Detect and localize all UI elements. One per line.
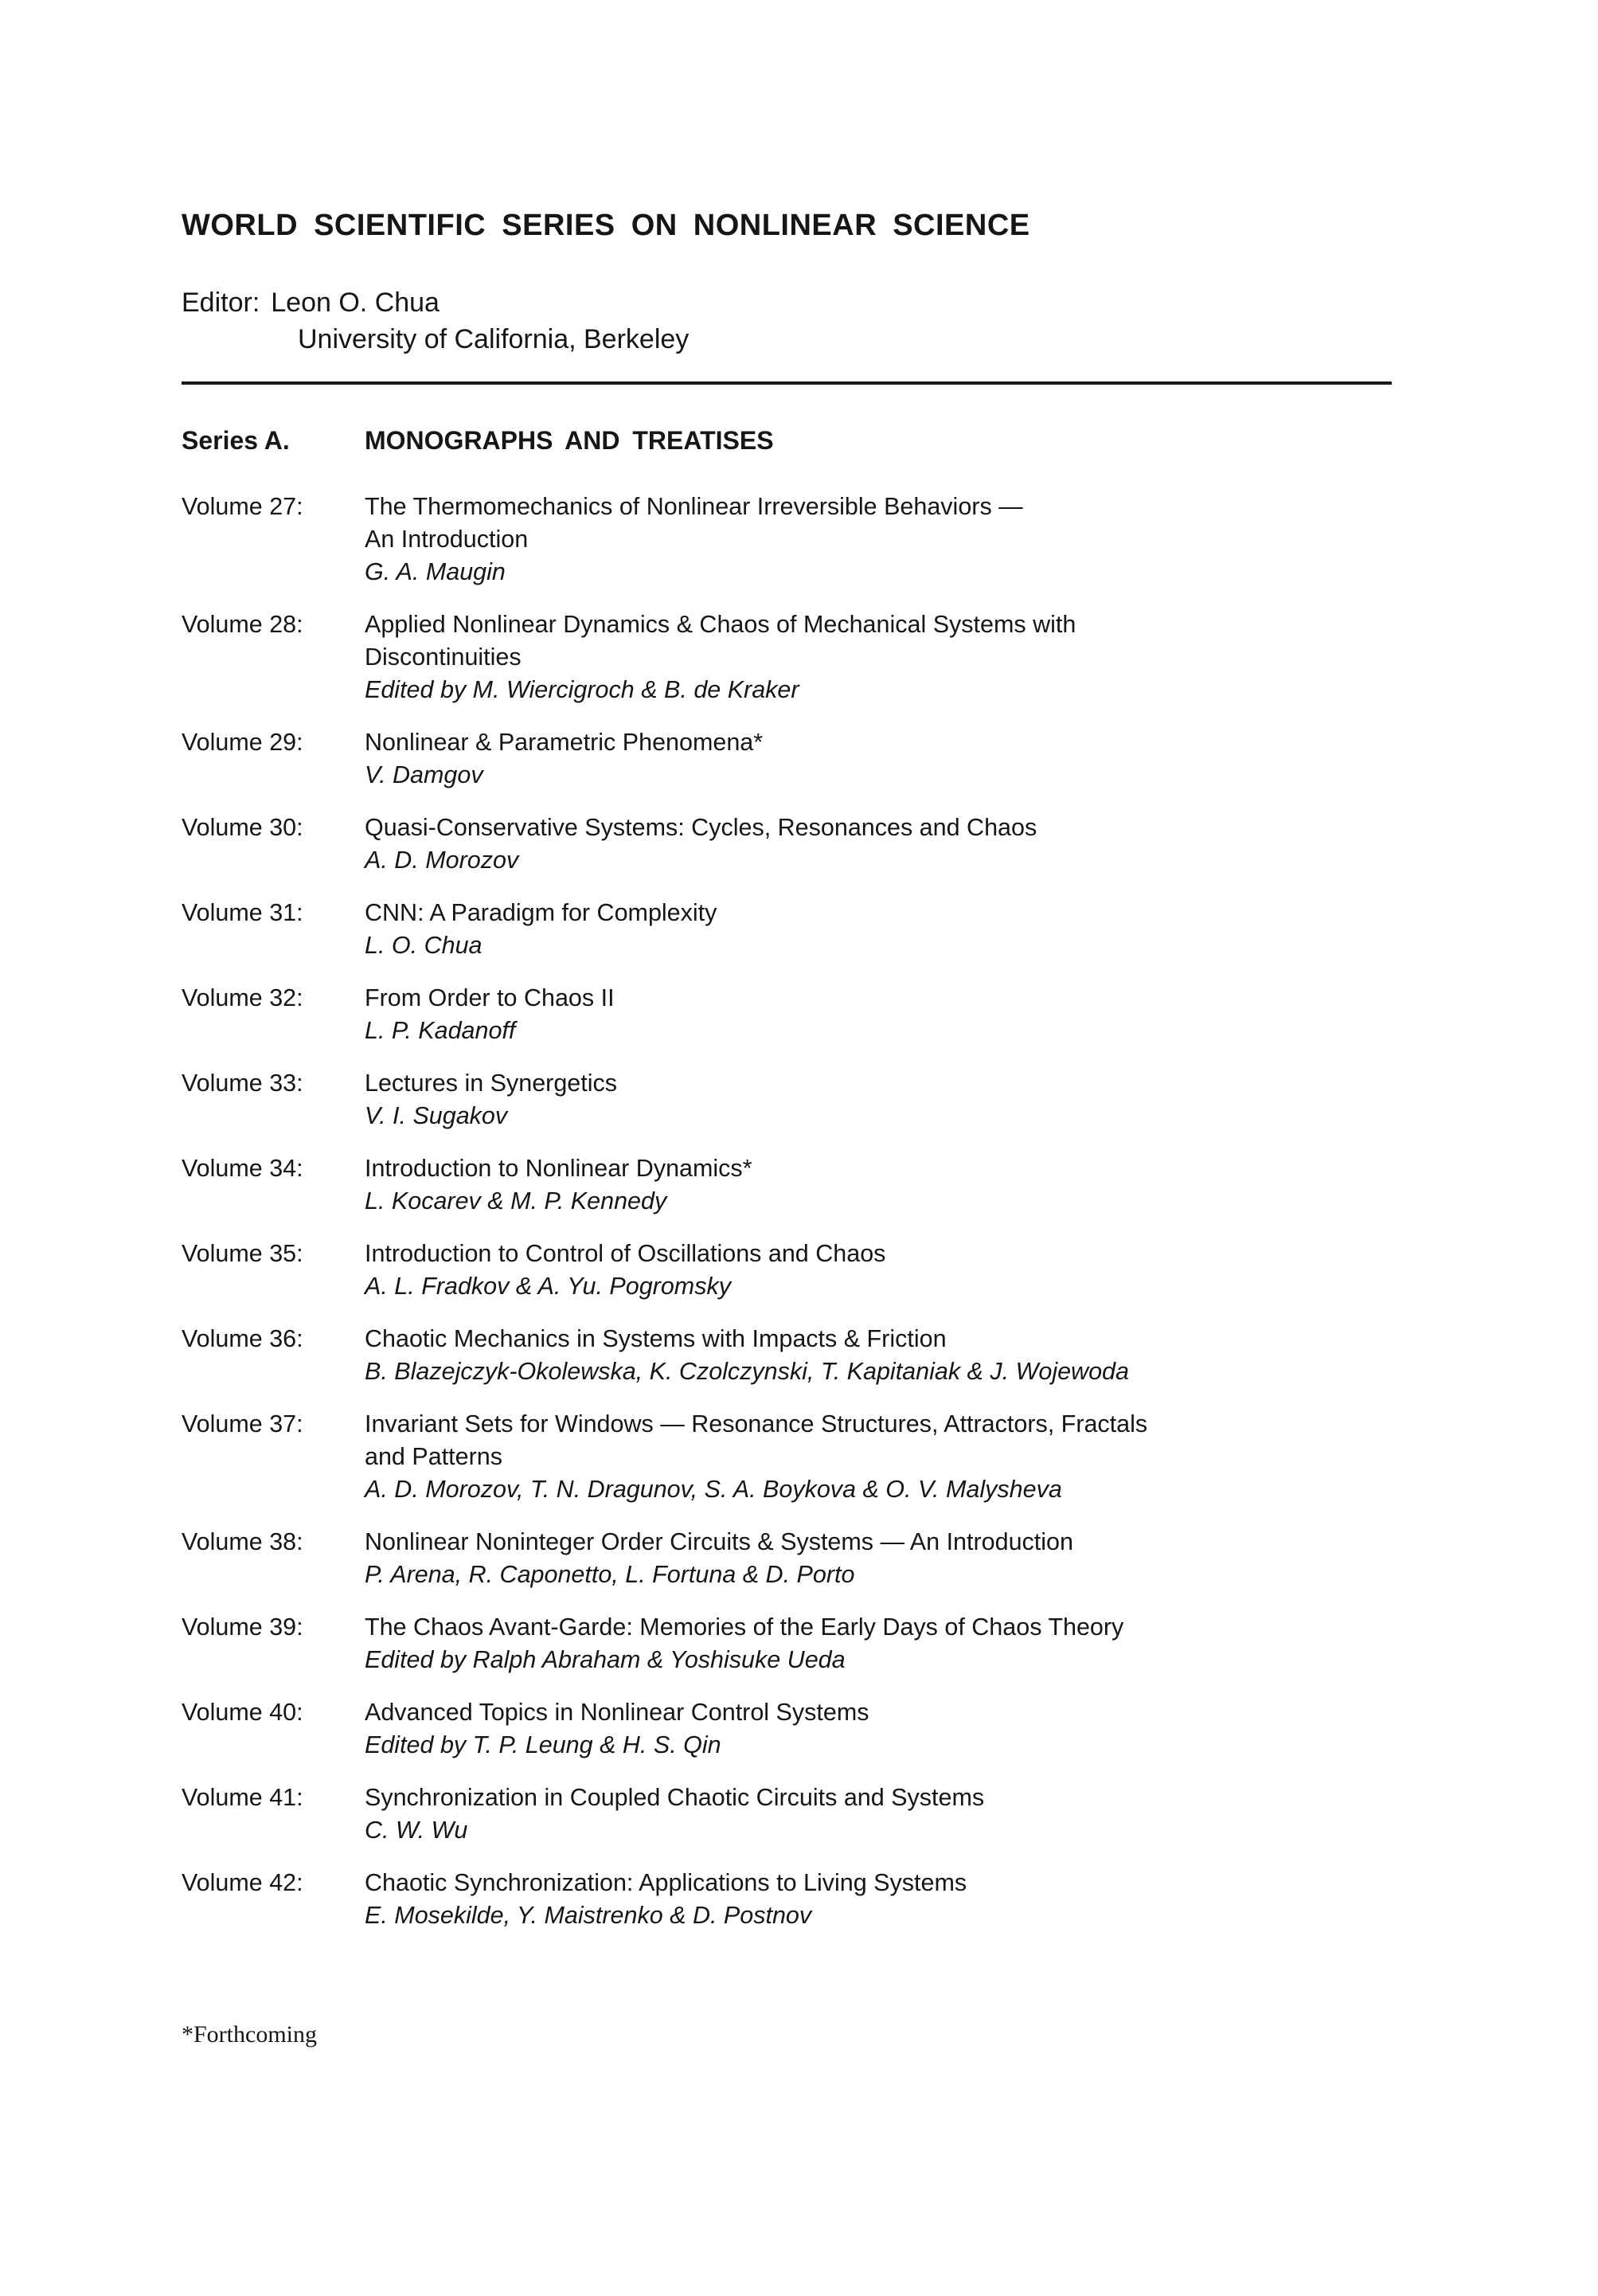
volume-entry (365, 1611, 1424, 1676)
volume-entry (365, 1067, 1424, 1132)
volume-entry (365, 1152, 1424, 1218)
volume-authors: Edited by M. Wiercigroch & B. de Kraker (365, 676, 799, 703)
volume-label: Volume 29: (182, 729, 303, 756)
volume-entry (365, 608, 1424, 706)
volume-row (182, 1152, 1424, 1218)
volume-title (365, 1323, 1424, 1355)
volume-entry (365, 1408, 1424, 1506)
editor-block (182, 284, 1424, 358)
editor-affiliation: University of California, Berkeley (298, 324, 690, 354)
volume-row (182, 812, 1424, 877)
editor-name: Leon O. Chua (271, 287, 440, 318)
volume-entry (365, 1323, 1424, 1388)
volume-title-line: Chaotic Mechanics in Systems with Impacts & Friction (365, 1325, 947, 1352)
volume-title-line: From Order to Chaos II (365, 984, 615, 1011)
volume-row (182, 1408, 1424, 1506)
volume-authors: G. A. Maugin (365, 558, 506, 585)
volume-title (365, 491, 1424, 556)
volume-authors: L. O. Chua (365, 932, 483, 959)
volume-row (182, 1782, 1424, 1847)
volume-title (365, 1782, 1424, 1814)
volume-label: Volume 38: (182, 1528, 303, 1555)
forthcoming-footnote: *Forthcoming (182, 2021, 317, 2048)
volume-title-line: The Thermomechanics of Nonlinear Irreversible Behaviors — (365, 493, 1023, 520)
volume-row (182, 1611, 1424, 1676)
volume-title-line: Quasi-Conservative Systems: Cycles, Resonances and Chaos (365, 814, 1037, 841)
volume-title (365, 1067, 1424, 1100)
volume-label: Volume 41: (182, 1784, 303, 1811)
volume-entry (365, 897, 1424, 962)
editor-line (182, 284, 1424, 321)
volume-title (365, 1238, 1424, 1270)
volume-label: Volume 31: (182, 899, 303, 926)
volume-authors: Edited by T. P. Leung & H. S. Qin (365, 1731, 721, 1758)
series-title: WORLD SCIENTIFIC SERIES ON NONLINEAR SCIENCE (182, 209, 1030, 242)
volume-title (365, 982, 1424, 1015)
volume-authors: B. Blazejczyk-Okolewska, K. Czolczynski, T. Kapitaniak & J. Wojewoda (365, 1358, 1129, 1385)
volume-title (365, 608, 1424, 674)
volume-label: Volume 30: (182, 814, 303, 841)
volume-row (182, 1696, 1424, 1762)
volume-entry (365, 1867, 1424, 1932)
volume-row (182, 1238, 1424, 1303)
volume-authors: L. Kocarev & M. P. Kennedy (365, 1187, 667, 1214)
volume-title-line: Invariant Sets for Windows — Resonance Structures, Attractors, Fractals (365, 1410, 1148, 1437)
volume-list (182, 491, 1424, 1932)
volume-entry (365, 1696, 1424, 1762)
volume-label: Volume 28: (182, 611, 303, 638)
volume-title-line: Introduction to Control of Oscillations and Chaos (365, 1240, 886, 1267)
volume-title-line: Discontinuities (365, 643, 522, 671)
volume-title (365, 1696, 1424, 1729)
volume-title (365, 1408, 1424, 1473)
volume-authors: A. D. Morozov, T. N. Dragunov, S. A. Boykova & O. V. Malysheva (365, 1476, 1062, 1503)
series-heading: MONOGRAPHS AND TREATISES (365, 426, 774, 455)
volume-row (182, 608, 1424, 706)
volume-label: Volume 40: (182, 1699, 303, 1726)
page-content (182, 209, 1424, 1952)
volume-title-line: An Introduction (365, 526, 529, 553)
volume-row (182, 1867, 1424, 1932)
volume-title-line: Nonlinear Noninteger Order Circuits & Systems — An Introduction (365, 1528, 1073, 1555)
volume-entry (365, 726, 1424, 792)
volume-title (365, 1867, 1424, 1899)
volume-title (365, 812, 1424, 844)
volume-label: Volume 27: (182, 493, 303, 520)
volume-row (182, 982, 1424, 1047)
volume-title-line: Advanced Topics in Nonlinear Control Systems (365, 1699, 869, 1726)
horizontal-rule (182, 381, 1392, 385)
volume-row (182, 1323, 1424, 1388)
volume-entry (365, 812, 1424, 877)
volume-entry (365, 982, 1424, 1047)
volume-title-line: CNN: A Paradigm for Complexity (365, 899, 717, 926)
volume-authors: L. P. Kadanoff (365, 1017, 516, 1044)
volume-authors: V. Damgov (365, 761, 483, 788)
volume-row (182, 897, 1424, 962)
volume-title (365, 726, 1424, 759)
volume-authors: A. D. Morozov (365, 847, 519, 874)
volume-label: Volume 34: (182, 1155, 303, 1182)
volume-title-line: Chaotic Synchronization: Applications to Living Systems (365, 1869, 967, 1896)
volume-row (182, 491, 1424, 589)
volume-row (182, 1067, 1424, 1132)
volume-entry (365, 1782, 1424, 1847)
volume-authors: P. Arena, R. Caponetto, L. Fortuna & D. Porto (365, 1561, 855, 1588)
volume-label: Volume 36: (182, 1325, 303, 1352)
volume-title (365, 1526, 1424, 1559)
volume-entry (365, 1526, 1424, 1591)
volume-title-line: Introduction to Nonlinear Dynamics* (365, 1155, 752, 1182)
volume-label: Volume 32: (182, 984, 303, 1011)
volume-label: Volume 39: (182, 1613, 303, 1641)
volume-title-line: Lectures in Synergetics (365, 1070, 618, 1097)
volume-authors: C. W. Wu (365, 1817, 468, 1844)
volume-title-line: Applied Nonlinear Dynamics & Chaos of Mechanical Systems with (365, 611, 1076, 638)
volume-label: Volume 37: (182, 1410, 303, 1437)
editor-label: Editor: (182, 287, 260, 318)
volume-authors: A. L. Fradkov & A. Yu. Pogromsky (365, 1273, 731, 1300)
volume-entry (365, 491, 1424, 589)
series-section-header (182, 426, 1424, 456)
volume-authors: Edited by Ralph Abraham & Yoshisuke Ueda (365, 1646, 846, 1673)
volume-title (365, 897, 1424, 929)
volume-title-line: and Patterns (365, 1443, 502, 1470)
volume-title-line: Synchronization in Coupled Chaotic Circuits and Systems (365, 1784, 985, 1811)
volume-entry (365, 1238, 1424, 1303)
volume-label: Volume 42: (182, 1869, 303, 1896)
volume-label: Volume 33: (182, 1070, 303, 1097)
volume-authors: E. Mosekilde, Y. Maistrenko & D. Postnov (365, 1902, 812, 1929)
volume-title-line: The Chaos Avant-Garde: Memories of the Early Days of Chaos Theory (365, 1613, 1124, 1641)
volume-authors: V. I. Sugakov (365, 1102, 508, 1129)
volume-label: Volume 35: (182, 1240, 303, 1267)
volume-row (182, 726, 1424, 792)
volume-title (365, 1611, 1424, 1644)
volume-title-line: Nonlinear & Parametric Phenomena* (365, 729, 764, 756)
volume-row (182, 1526, 1424, 1591)
volume-title (365, 1152, 1424, 1185)
series-label: Series A. (182, 426, 290, 455)
